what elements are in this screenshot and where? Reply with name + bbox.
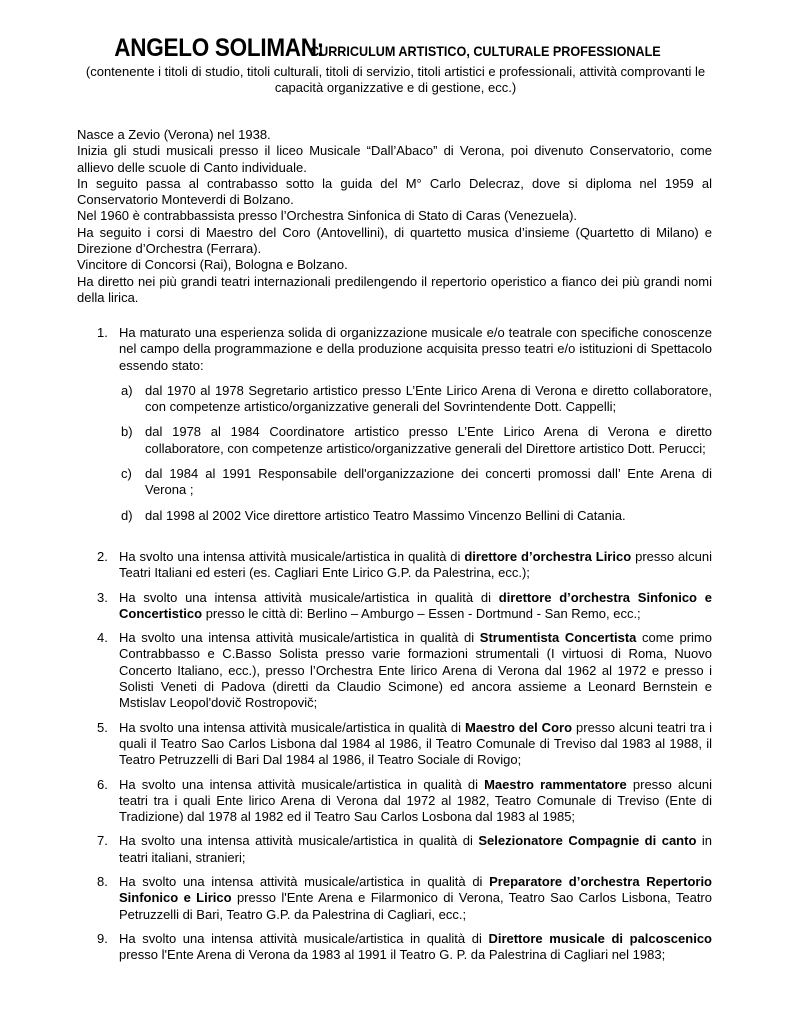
sub-item-letter: a) — [121, 382, 133, 398]
item-number: 7. — [97, 833, 108, 849]
item-text-post: presso alcuni Teatri Italiani ed esteri (es. Cagliari Ente Lirico G.P. da Palestrina, ecc.); — [119, 548, 712, 581]
item-role: direttore d’orchestra Sinfonico e Concertistico — [119, 589, 712, 621]
item-number: 1. — [97, 325, 108, 340]
item-text: Ha maturato una esperienza solida di organizzazione musicale e/o teatrale con specifiche conoscenze nel campo della programmazione e della produzione acquisita presso teatri e/o istituzioni di Spettacolo essendo stato: — [119, 325, 712, 373]
item-text-post: come primo Contrabbasso e C.Basso Solista presso varie formazioni strumentali (I virtuosi di Roma, Nuovo Concerto Italiano, ecc.), presso l’Orchestra Ente lirico Arena di Verona dal 1962 al 1972 e presso i Solisti Veneti di Padova (diretti da Claudio Scimone) ed ancora assieme a Leonard Bernstein e Mstislav Leopol'dovič Rostropovič; — [119, 630, 712, 711]
bio-line: Ha seguito i corsi di Maestro del Coro (Antovellini), di quartetto musica d’insieme (Quartetto di Milano) e Direzione d’Orchestra (Ferrara). — [77, 224, 712, 257]
item-text-post: presso le città di: Berlino – Amburgo – Essen - Dortmund - San Remo, ecc.; — [202, 605, 641, 621]
sub-item-text: dal 1984 al 1991 Responsabile dell'organizzazione dei concerti promossi dall’ Ente Arena di Verona ; — [145, 466, 712, 498]
item-text-pre: Ha svolto una intensa attività musicale/artistica in qualità di — [119, 776, 485, 792]
item-text-pre: Ha svolto una intensa attività musicale/artistica in qualità di — [119, 874, 490, 890]
bio-line: Vincitore di Concorsi (Rai), Bologna e Bolzano. — [77, 257, 348, 273]
bio-section — [77, 127, 712, 306]
item-text-pre: Ha svolto una intensa attività musicale/artistica in qualità di — [119, 833, 479, 849]
list-item — [77, 777, 712, 826]
sub-item — [119, 383, 712, 416]
item-text-post: presso alcuni teatri tra i quali Ente lirico Arena di Verona dal 1972 al 1982, Teatro Comunale di Treviso (Ente di Tradizione) dal 1978 al 1982 ed il Teatro Sau Carlos Losbona dal 1983 al 1985; — [119, 776, 712, 825]
list-item — [77, 630, 712, 711]
item-text-pre: Ha svolto una intensa attività musicale/artistica in qualità di — [119, 719, 466, 735]
item-number: 2. — [97, 548, 108, 564]
sub-item-text: dal 1978 al 1984 Coordinatore artistico presso L’Ente Lirico Arena di Verona e diretto collaboratore, con competenze artistico/organizzative generali del Direttore artistico Dott. Perucci; — [145, 424, 712, 456]
item-text-pre: Ha svolto una intensa attività musicale/artistica in qualità di — [119, 548, 465, 564]
activity-list — [77, 325, 712, 964]
sub-item-letter: c) — [121, 466, 132, 482]
document-subtitle: (contenente i titoli di studio, titoli culturali, titoli di servizio, titoli artistici e professionali, attività comprovanti le capacità organizzative e di gestione, ecc.) — [85, 64, 706, 95]
item-number: 5. — [97, 719, 108, 735]
item-text-post: in teatri italiani, stranieri; — [119, 833, 712, 865]
sub-item-letter: b) — [121, 424, 133, 440]
item-number: 8. — [97, 874, 108, 890]
list-item — [77, 833, 712, 866]
sub-item-text: dal 1970 al 1978 Segretario artistico presso L’Ente Lirico Arena di Verona e diretto collaboratore, con competenze artistico/organizzative generali del Sovrintendente Dott. Cappelli; — [145, 382, 712, 415]
bio-line: Inizia gli studi musicali presso il liceo Musicale “Dall’Abaco” di Verona, poi divenuto Conservatorio, come allievo delle scuole di Canto individuale. — [77, 143, 712, 175]
item-text-post: presso alcuni teatri tra i quali il Teatro Sao Carlos Lisbona dal 1984 al 1986, il Teatro Comunale di Treviso dal 1983 al 1988, il Teatro Petruzzelli di Bari Dal 1984 al 1986, il Teatro Sociale di Rovigo; — [119, 719, 712, 768]
list-item — [77, 325, 712, 524]
bio-line: Ha diretto nei più grandi teatri internazionali predilengendo il repertorio operistico a fianco dei più grandi nomi della lirica. — [77, 273, 712, 305]
item-number: 9. — [97, 930, 108, 946]
sub-item — [119, 466, 712, 499]
bio-line: Nel 1960 è contrabbassista presso l’Orchestra Sinfonica di Stato di Caras (Venezuela). — [77, 208, 578, 224]
item-role: Direttore musicale di palcoscenico — [488, 930, 712, 946]
list-item — [77, 549, 712, 582]
bio-line: Nasce a Zevio (Verona) nel 1938. — [77, 127, 271, 142]
item-text-pre: Ha svolto una intensa attività musicale/artistica in qualità di — [119, 930, 489, 946]
item-text-pre: Ha svolto una intensa attività musicale/artistica in qualità di — [119, 589, 499, 605]
item-role: Maestro del Coro — [465, 719, 573, 735]
item-role: Selezionatore Compagnie di canto — [478, 833, 697, 849]
item-role: direttore d’orchestra Lirico — [464, 548, 632, 564]
title-name: ANGELO SOLIMAN: — [114, 34, 324, 62]
item-role: Strumentista Concertista — [479, 630, 637, 646]
item-number: 6. — [97, 776, 108, 792]
item-text-post: presso l'Ente Arena e Filarmonico di Verona, Teatro Sao Carlos Lisbona, Teatro Petruzzelli di Bari, Teatro G.P. da Palestrina di Cagliari, ecc.; — [119, 890, 712, 922]
sub-item-letter: d) — [121, 507, 133, 523]
item-role: Maestro rammentatore — [484, 776, 627, 792]
bio-line: In seguito passa al contrabasso sotto la guida del M° Carlo Delecraz, dove si diploma nel 1959 al Conservatorio Monteverdi di Bolzano. — [77, 175, 712, 208]
item-text-pre: Ha svolto una intensa attività musicale/artistica in qualità di — [119, 630, 480, 646]
title-heading: CURRICULUM ARTISTICO, CULTURALE PROFESSIONALE — [310, 43, 662, 59]
list-item — [77, 720, 712, 769]
list-item — [77, 874, 712, 923]
sub-item-text: dal 1998 al 2002 Vice direttore artistico Teatro Massimo Vincenzo Bellini di Catania. — [145, 507, 626, 523]
document-title — [0, 34, 791, 63]
sub-item — [119, 424, 712, 457]
item-number: 3. — [97, 589, 108, 605]
list-item — [77, 931, 712, 964]
item-number: 4. — [97, 630, 108, 646]
item-role: Preparatore d’orchestra Repertorio Sinfonico e Lirico — [119, 874, 712, 906]
sub-item — [119, 508, 712, 524]
list-item — [77, 590, 712, 623]
item-text-post: presso l'Ente Arena di Verona da 1983 al 1991 il Teatro G. P. da Palestrina di Cagliari nel 1983; — [119, 947, 666, 963]
